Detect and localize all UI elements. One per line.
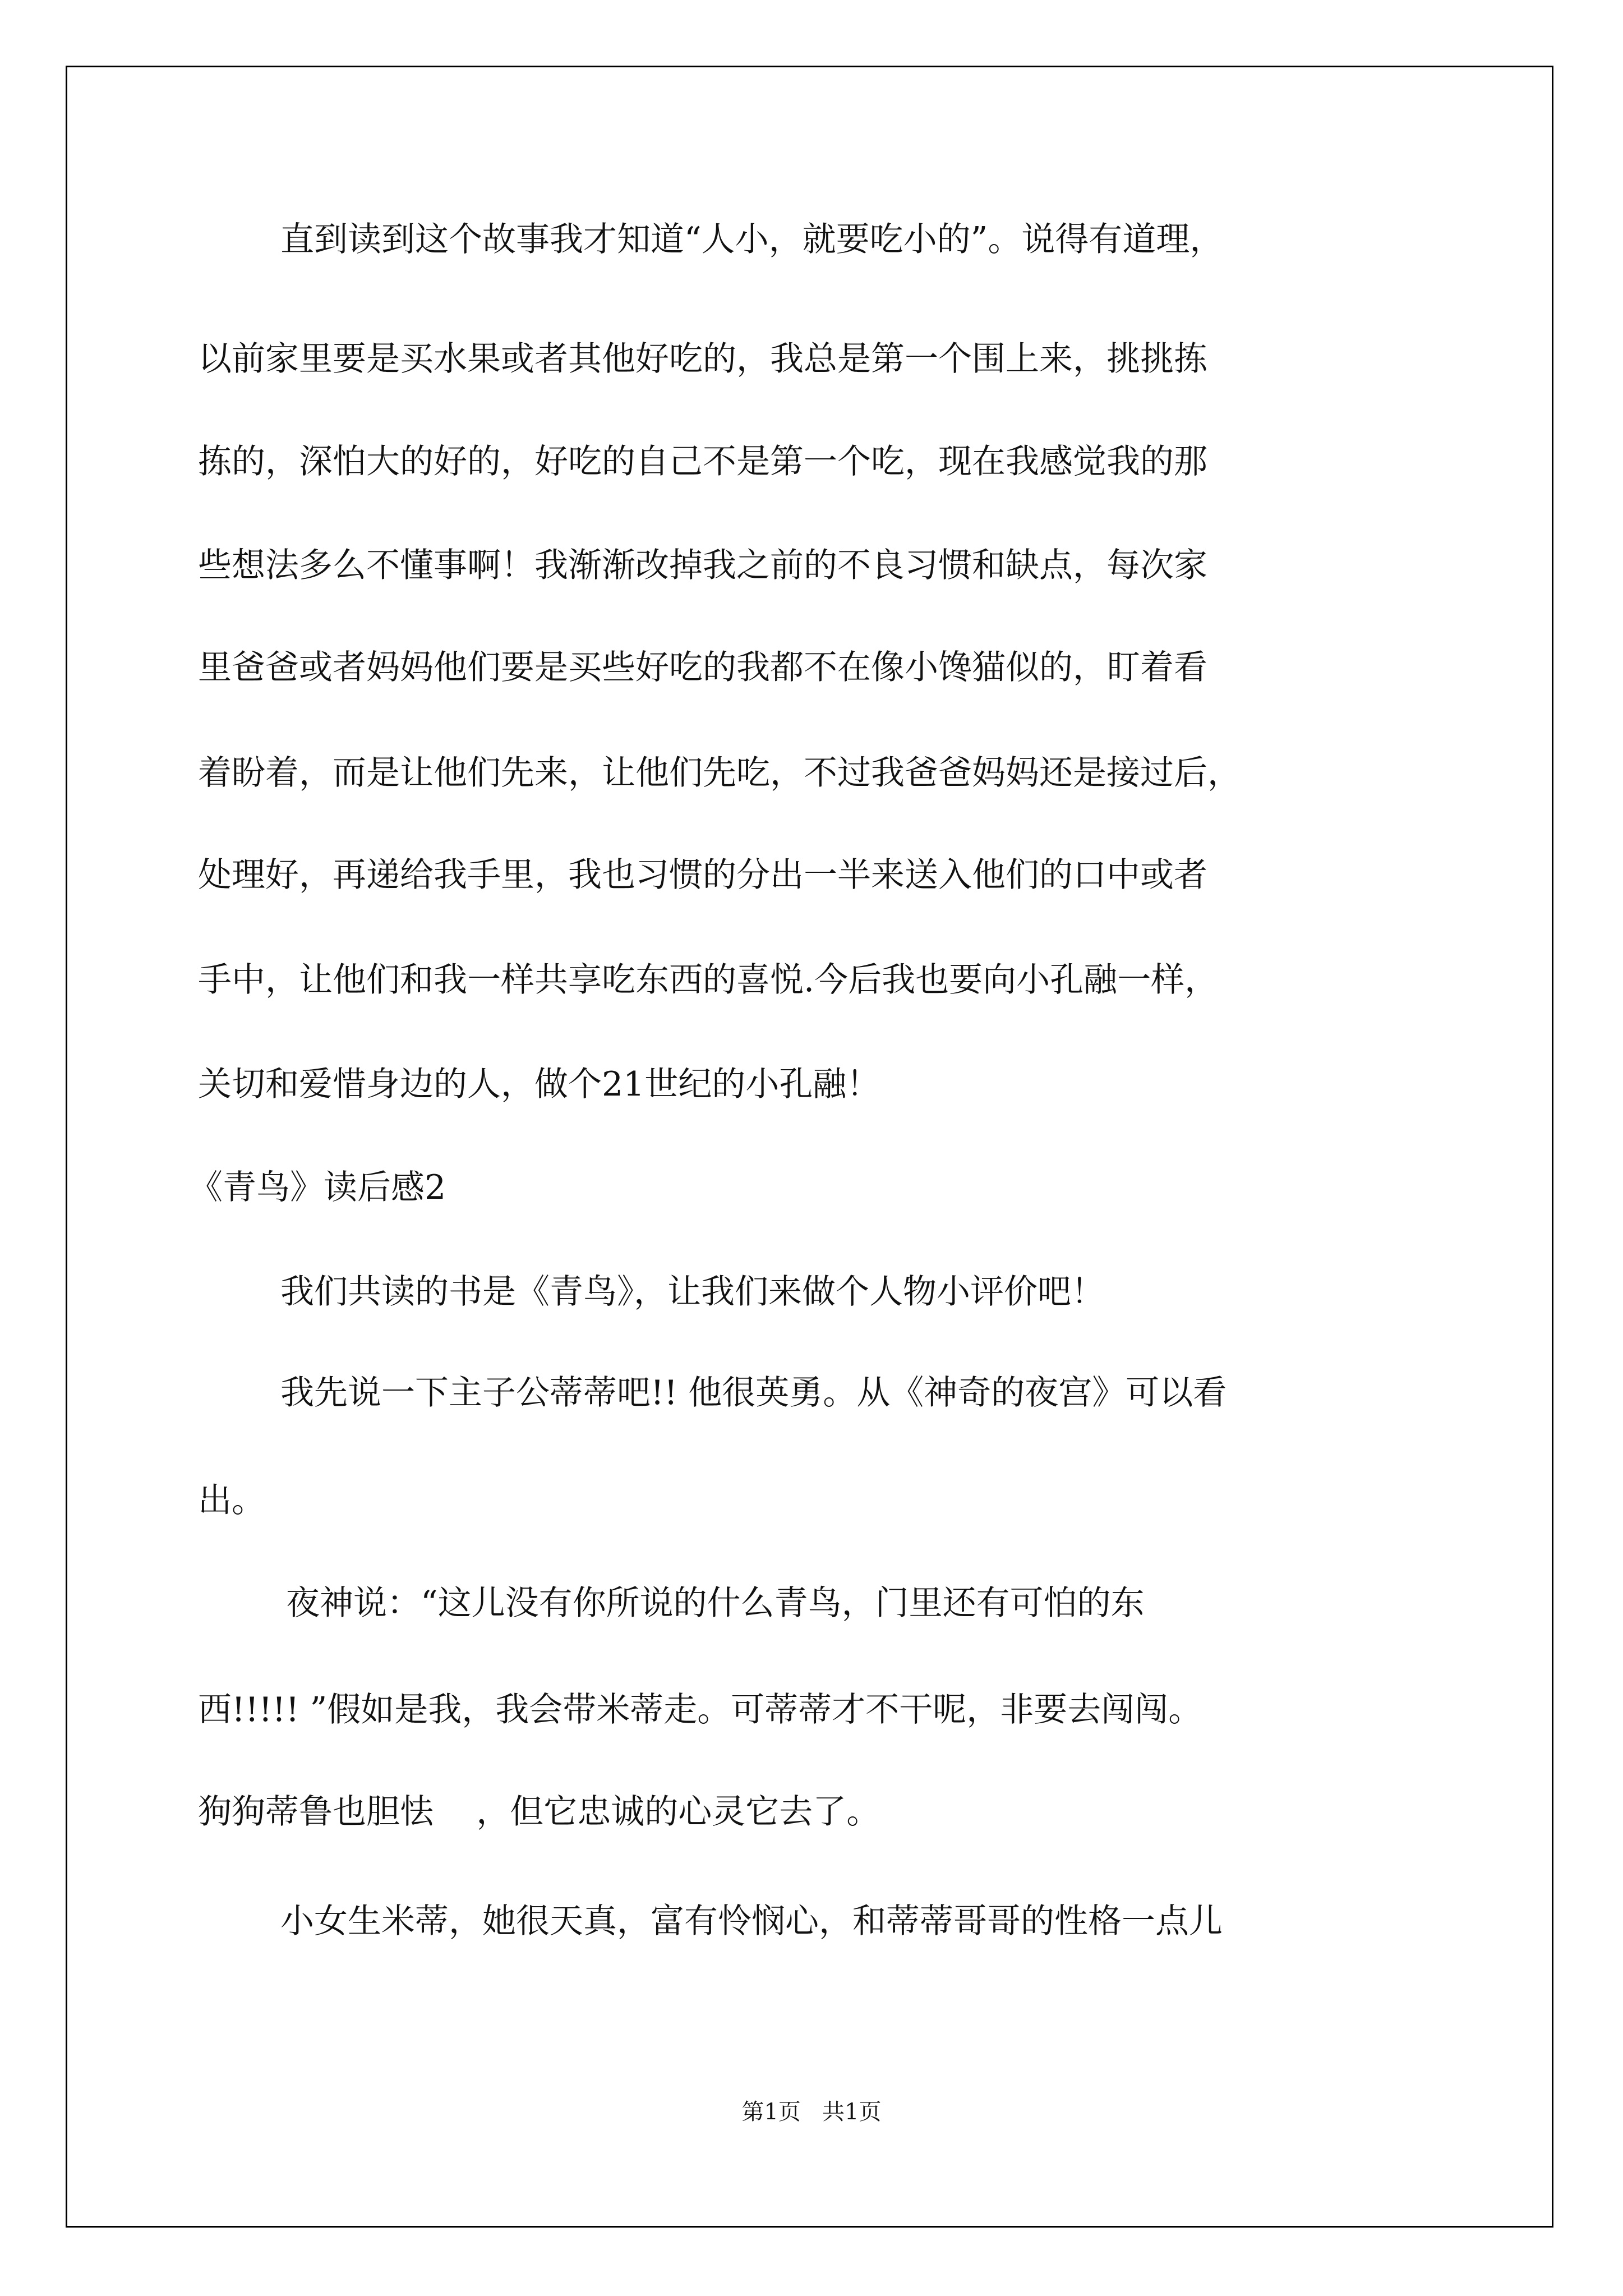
paragraph-1-line-5: 里爸爸或者妈妈他们要是买些好吃的我都不在像小馋猫似的，盯着看: [198, 648, 1207, 687]
paragraph-1-line-1: 直到读到这个故事我才知道“人小，就要吃小的”。说得有道理，: [280, 220, 1224, 259]
paragraph-2-line-1: 我们共读的书是《青鸟》，让我们来做个人物小评价吧！: [280, 1272, 1105, 1312]
paragraph-5-line-1: 小女生米蒂，她很天真，富有怜悯心，和蒂蒂哥哥的性格一点儿: [280, 1902, 1223, 1941]
paragraph-1-line-4: 些想法多么不懂事啊！我渐渐改掉我之前的不良习惯和缺点，每次家: [198, 546, 1207, 585]
paragraph-4-line-2: 西!!!!! ”假如是我，我会带米蒂走。可蒂蒂才不干呢，非要去闯闯。: [198, 1690, 1202, 1729]
paragraph-1-line-3: 拣的，深怕大的好的，好吃的自己不是第一个吃，现在我感觉我的那: [198, 442, 1207, 481]
paragraph-4-line-3: 狗狗蒂鲁也胆怯 ，但它忠诚的心灵它去了。: [198, 1792, 880, 1832]
paragraph-1-line-7: 处理好，再递给我手里，我也习惯的分出一半来送入他们的口中或者: [198, 855, 1207, 895]
paragraph-3-line-1: 我先说一下主子公蒂蒂吧!! 他很英勇。从《神奇的夜宫》可以看: [280, 1373, 1227, 1412]
paragraph-1-line-2: 以前家里要是买水果或者其他好吃的，我总是第一个围上来，挑挑拣: [198, 339, 1207, 379]
page-footer: 第1页 共1页: [741, 2099, 882, 2125]
paragraph-1-line-6: 着盼着，而是让他们先来，让他们先吃，不过我爸爸妈妈还是接过后，: [198, 753, 1241, 793]
paragraph-1-line-9: 关切和爱惜身边的人，做个21世纪的小孔融！: [198, 1065, 880, 1104]
section-heading: 《青鸟》读后感2: [189, 1168, 446, 1207]
paragraph-1-line-8: 手中，让他们和我一样共享吃东西的喜悦.今后我也要向小孔融一样，: [198, 960, 1219, 1000]
paragraph-3-line-2: 出。: [198, 1481, 265, 1520]
paragraph-4-line-1: 夜神说：“这儿没有你所说的什么青鸟，门里还有可怕的东: [286, 1584, 1145, 1623]
